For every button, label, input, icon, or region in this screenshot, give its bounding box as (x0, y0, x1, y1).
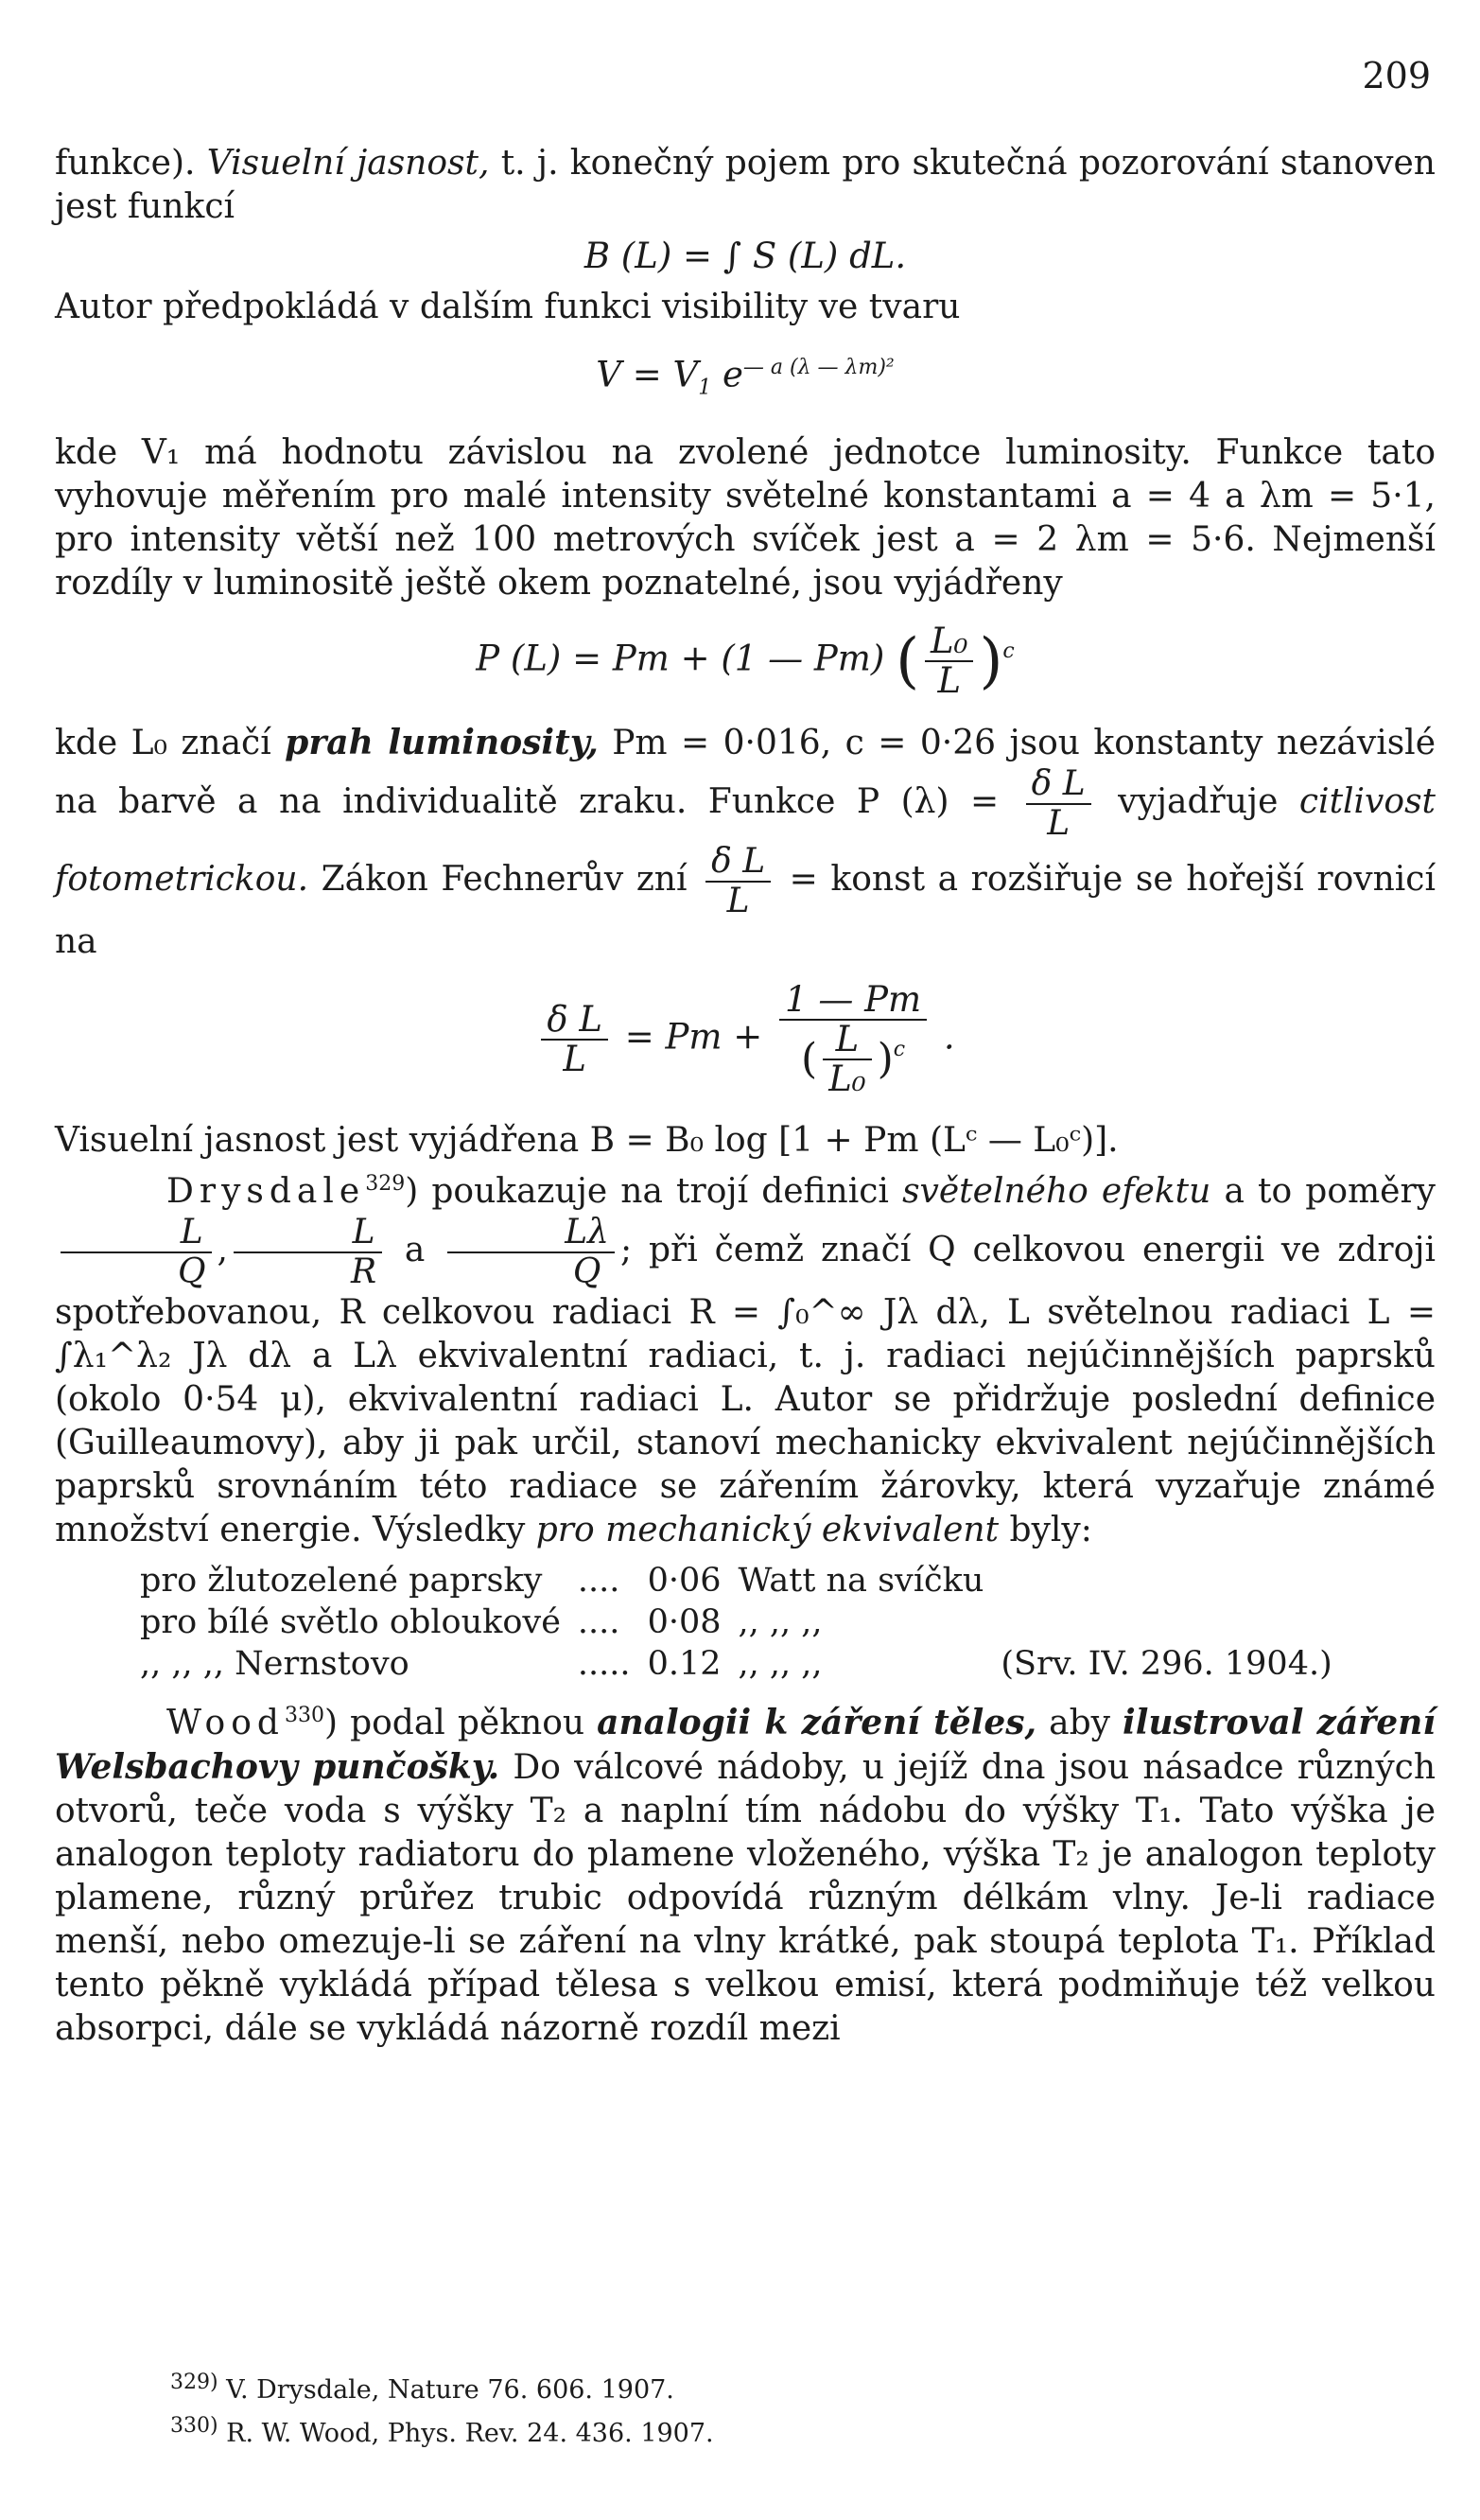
footnote-ref-330: 330 (284, 1703, 324, 1727)
term-radiation-analogy: analogii k záření těles, (597, 1702, 1037, 1742)
term-photometric-sensitivity: citlivost fotometrickou. (55, 781, 1436, 899)
paragraph-6: Drysdale$^{329}$) poukazuje na trojí definici světelného efektu a to poměry $\frac{L}{Q}$ , $\frac{L}{R}$ a $\frac{L\lambda}{Q}$ ; při čemž značí Q celkovou energii ve zdroji spotřebovanou, R celkovou radiaci R = ∫₀^∞ Jλ dλ, L světelnou radiaci L = ∫λ₁^λ₂ Jλ dλ a Lλ ekvivalentní radiaci, t. j. radiaci nejúčinnějších paprsků (okolo 0·54 μ), ekvivalentní radiaci L. Autor se přidržuje poslední definice (Guilleaumovy), aby ji pak určil, stanoví mechanicky ekvivalent nejúčinnějších paprsků srovnáním této radiace se zářením žárovky, která vyzařuje známé množství energie. Výsledky pro mechanický ekvivalent byly: (55, 1171, 1436, 1549)
formula-threshold: P (L) = Pm + (1 — Pm) ( $\frac{\text{L₀}}{L}$ )$^c$ (476, 620, 1015, 701)
footnotes (170, 2365, 714, 2452)
footnote-329: $^{329)}$ V. Drysdale, Nature 76. 606. 1907. (170, 2371, 674, 2405)
paragraph-1: funkce). Visuelní jasnost, t. j. konečný pojem pro skutečná pozorování stanoven jest funkcí (55, 144, 1436, 226)
main-text (55, 142, 1436, 2051)
formula-visibility: $V = V_1$ $e^{— a (\lambda — \lambda m)^2}$ (596, 354, 895, 400)
paragraph-8: Wood$^{330}$) podal pěknou analogii k záření těles, aby ilustroval záření Welsbachovy punčošky. Do válcové nádoby, u jejíž dna jsou násadce různých otvorů, teče voda s výšky T₂ a naplní tím nádobu do výšky T₁. Tato výška je analogon teploty radiatoru do plamene vloženého, výška T₂ je analogon teploty plamene, různý průřez trubic odpovídá různým délkám vlny. Je-li radiace menší, nebo omezuje-li se záření na vlny krátké, pak stoupá teplota T₁. Příklad tento pěkně vykládá případ tělesa s velkou emisí, která podmiňuje též velkou absorpci, dále se vykládá názorně rozdíl mezi (55, 1702, 1436, 2048)
term-light-effect: světelného efektu (902, 1171, 1211, 1211)
author-drysdale: Drysdale (166, 1171, 366, 1211)
paragraph-2: Autor předpokládá v dalším funkci visibility ve tvaru (55, 288, 961, 326)
paragraph-4: kde L₀ značí prah luminosity, Pm = 0·016, c = 0·26 jsou konstanty nezávislé na barvě a na individualitě zraku. Funkce P (λ) = $\frac{\text{δ L}}{L}$ vyjadřuje citlivost fotometrickou. Zákon Fechnerův zní $\frac{\text{δ L}}{L}$ = konst a rozšiřuje se hořejší rovnicí na (55, 722, 1436, 961)
footnote-330: $^{330)}$ R. W. Wood, Phys. Rev. 24. 436. 1907. (170, 2414, 714, 2448)
paragraph-5: Visuelní jasnost jest vyjádřena B = B₀ log [1 + Pm (Lᶜ — L₀ᶜ)]. (55, 1120, 1119, 1160)
results-table (140, 1560, 1349, 1685)
footnote-ref-329: 329 (365, 1171, 406, 1196)
paragraph-3: kde V₁ má hodnotu závislou na zvolené jednotce luminosity. Funkce tato vyhovuje měřením pro malé intensity světelné konstantami a = 4 a λm = 5·1, pro intensity větší než 100 metrových svíček jest a = 2 λm = 5·6. Nejmenší rozdíly v luminositě ještě okem poznatelné, jsou vyjádřeny (55, 432, 1436, 603)
table-row: pro bílé světlo obloukové .... 0·08 ,, ,, ,, (140, 1602, 823, 1641)
table-row: pro žlutozelené paprsky .... 0·06 Watt na svíčku (140, 1561, 984, 1600)
term-visual-brightness: Visuelní jasnost, (206, 144, 490, 183)
formula-brightness: B (L) = ∫ S (L) dL. (583, 236, 907, 276)
author-wood: Wood (166, 1703, 285, 1742)
page-number: 209 (1362, 55, 1431, 96)
term-mechanical-equivalent: pro mechanický ekvivalent (535, 1510, 1000, 1549)
term-luminosity-threshold: prah luminosity, (285, 722, 599, 762)
term-welsbach-mantle: ilustroval záření Welsbachovy punčošky. (55, 1702, 1436, 1787)
formula-fechner: $\frac{\text{δ L}}{L}$ = Pm + 1 — Pm ( $\frac{L}{\text{L₀}}$ )$^c$ . (55, 981, 1436, 1098)
table-row: ,, ,, ,, Nernstovo ..... 0.12 ,, ,, ,, (Srv. IV. 296. 1904.) (140, 1644, 1332, 1683)
